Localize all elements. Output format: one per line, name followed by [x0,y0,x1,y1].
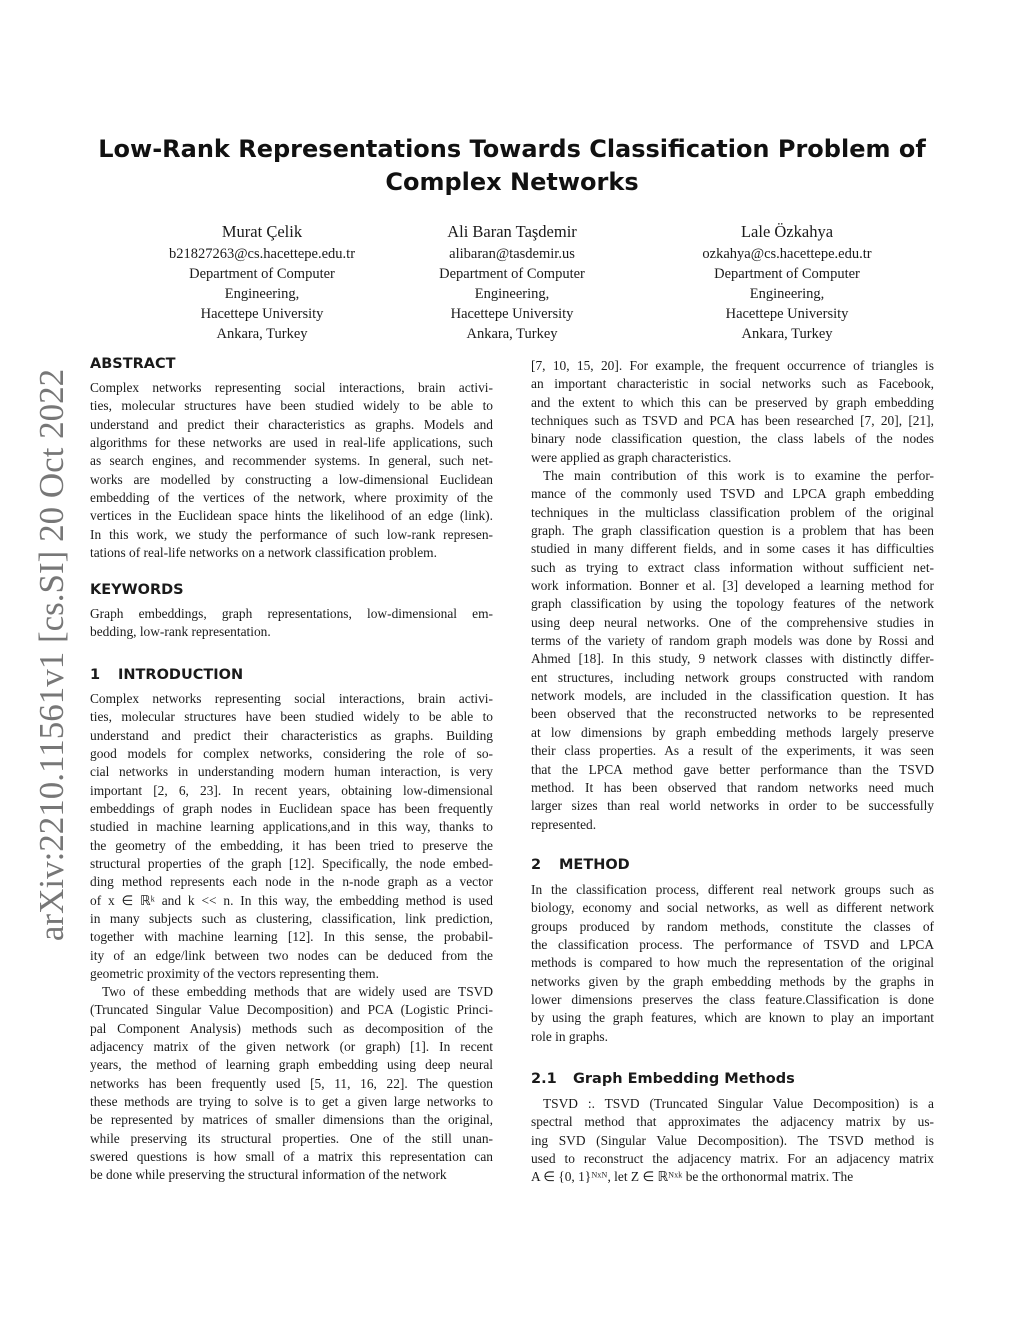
text-line: Graph embeddings, graph representations, low-dimensional em- [90,606,493,621]
section-title: METHOD [559,857,630,873]
text-line: at low dimensions by graph embedding methods largely preserve [531,724,934,740]
text-line: good models for complex networks, considering the role of so- [90,746,493,762]
text-line: in many subjects such as clustering, classification, link prediction, [90,911,493,927]
right-column [531,0,934,1325]
text-line: (Truncated Singular Value Decomposition) and PCA (Logistic Princi- [90,1002,493,1018]
text-line: been observed that the reconstructed networks to be represented [531,706,934,722]
author-dept2: Engineering, [749,286,825,302]
text-line: A ∈ {0, 1}ᴺˣᴺ, let Z ∈ ℝᴺˣᵏ be the orthonormal matrix. The [531,1169,854,1185]
text-line: binary node classification question, the class labels of the nodes [531,431,934,447]
text-line: pal Component Analysis) methods such as decomposition of the [90,1020,493,1036]
keywords-heading: KEYWORDS [90,582,184,598]
text-line: embeddings of graph nodes in Euclidean space has been frequently [90,801,493,817]
text-line: geometric proximity of the vectors representing them. [90,966,379,982]
author-loc: Ankara, Turkey [741,326,833,342]
author-dept1: Department of Computer [189,266,335,282]
text-line: larger sizes than real world networks in order to be successfully [531,798,934,814]
method-paragraph [531,881,934,1046]
text-line: role in graphs. [531,1028,608,1044]
author-name: Murat Çelik [221,222,303,241]
text-line: using deep neural networks. One of the comprehensive studies in [531,614,934,630]
author-dept2: Engineering, [224,286,300,302]
text-line: by using the graph features, which are known to play an important [531,1010,934,1026]
paper-title-line-2: Complex Networks [385,168,639,196]
section-number: 2.1 [531,1071,557,1087]
text-line: their class properties. As a result of the experiments, it was seen [531,743,934,759]
text-line: bedding, low-rank representation. [90,624,271,640]
text-line: [7, 10, 15, 20]. For example, the frequent occurrence of triangles is [531,358,934,373]
text-line: an important characteristic in social networks such as Facebook, [531,376,934,392]
text-line: ties, molecular structures have been studied widely to be able to [90,398,493,414]
abstract-heading: ABSTRACT [90,356,176,372]
left-column [90,0,493,1325]
text-line: while preserving its structural properties. One of the still unan- [90,1130,493,1146]
author-univ: Hacettepe University [200,306,324,322]
text-line: ing SVD (Singular Value Decomposition). The TSVD method is [531,1132,934,1148]
text-line: were applied as graph characteristics. [531,449,732,465]
text-line: ity of an edge/link between two nodes can be deduced from the [90,947,493,963]
text-line: of x ∈ ℝᵏ and k << n. In this way, the embedding method is used [90,892,493,908]
section-number: 1 [90,667,101,683]
text-line: Ahmed [18]. In this study, 9 network classes with distinctly differ- [531,651,934,667]
text-line: adjacency matrix of the given network (or graph) [1]. In recent [90,1039,493,1055]
author-email: ozkahya@cs.hacettepe.edu.tr [702,246,872,262]
text-line: ding method represents each node in the n-node graph as a vector [90,874,493,890]
abstract-text [90,379,493,562]
intro-paragraph-2 [90,983,493,1185]
method-heading [531,857,630,873]
text-line: TSVD :. TSVD (Truncated Singular Value Decomposition) is a [543,1096,934,1111]
text-line: structural properties of the graph [12]. Specifically, the node embed- [90,856,493,872]
section-number: 2 [531,857,542,873]
text-line: In the classification process, different real network groups such as [531,882,934,897]
intro-paragraph-1 [90,690,493,984]
text-line: network models, are included in the classification question. It has [531,688,934,704]
intro-paragraph-4 [531,467,934,834]
section-title: Graph Embedding Methods [573,1071,795,1087]
section-title: INTRODUCTION [118,667,244,683]
text-line: spectral method that approximates the adjacency matrix by us- [531,1114,934,1130]
text-line: networks has been frequently used [5, 11, 16, 22]. The question [90,1075,493,1091]
text-line: important [2, 6, 23]. In recent years, obtaining low-dimensional [90,782,493,798]
author-dept1: Department of Computer [439,266,585,282]
text-line: The main contribution of this work is to examine the perfor- [543,468,934,483]
text-line: ent structures, including network groups constructed with random [531,669,934,685]
text-line: lower dimensions preserves the class feature.Classification is done [531,992,934,1008]
author-loc: Ankara, Turkey [466,326,558,342]
text-line: be represented by matrices of smaller dimensions than the original, [90,1112,493,1128]
text-line: graph. The graph classification question is a problem that has been [531,523,934,539]
text-line: algorithms for these networks are used in real-life applications, such [90,435,493,451]
text-line: work information. Bonner et al. [3] developed a learning method for [531,578,934,594]
text-line: graph classification by using the topology features of the network [531,596,934,612]
text-line: studied in many different fields, and in some cases it has difficulties [531,541,934,557]
text-line: the geometry of the embedding, it has been tried to preserve the [90,837,493,853]
text-line: Complex networks representing social interactions, brain activi- [90,380,493,395]
author-loc: Ankara, Turkey [216,326,308,342]
author-dept1: Department of Computer [714,266,860,282]
text-line: works are modelled by constructing a low-dimensional Euclidean [90,471,493,487]
author-name: Lale Özkahya [740,222,834,241]
text-line: represented. [531,816,597,832]
text-line: be done while preserving the structural information of the network [90,1167,447,1183]
keywords-text [90,605,493,642]
text-line: studied in machine learning applications,and in this way, thanks to [90,819,493,835]
text-line: terms of the variety of random graph models was done by Rossi and [531,633,934,649]
text-line: as search engines, and recommender systems. In general, such net- [90,453,493,469]
text-line: method. It has been observed that random networks need much [531,779,934,795]
text-line: and the extent to which this can be preserved by graph embedding [531,394,934,410]
text-line: together with machine learning [12]. In this sense, the probabil- [90,929,493,945]
text-line: ties, molecular structures have been studied widely to be able to [90,709,493,725]
author-email: b21827263@cs.hacettepe.edu.tr [168,246,356,262]
text-line: understand and predict their characteristics as graphs. Models and [90,416,493,432]
arxiv-stamp: arXiv:2210.11561v1 [cs.SI] 20 Oct 2022 [32,368,71,942]
text-line: groups produced by random methods, constitute the classes of [531,918,934,934]
author-name: Ali Baran Taşdemir [447,222,577,241]
text-line: techniques such as TSVD and PCA has been researched [7, 20], [21], [531,413,934,429]
text-line: used to reconstruct the adjacency matrix. For an adjacency matrix [531,1151,934,1167]
text-line: networks given by the graph embedding methods by the graphs in [531,973,934,989]
text-line: Complex networks representing social interactions, brain activi- [90,691,493,706]
text-line: methods is compared to how much the representation of the original [531,955,934,971]
text-line: vertices in the Euclidean space hints the likelihood of an edge (link). [90,508,493,524]
introduction-heading [90,667,243,683]
author-univ: Hacettepe University [450,306,574,322]
text-line: swered questions is how small of a matrix this representation can [90,1149,493,1165]
text-line: tations of real-life networks on a network classification problem. [90,545,437,561]
author-univ: Hacettepe University [725,306,849,322]
text-line: understand and predict their characteristics as graphs. Building [90,727,493,743]
author-dept2: Engineering, [474,286,550,302]
text-line: In this work, we study the performance of such low-rank represen- [90,526,493,542]
text-line: techniques in the multiclass classification problem of the original [531,504,934,520]
subsection-heading [531,1071,795,1087]
text-line: cial networks in understanding modern human interaction, is very [90,764,493,780]
text-line: mance of the commonly used TSVD and LPCA graph embedding [531,486,934,502]
tsvd-paragraph [531,1095,934,1187]
text-line: embedding of the vertices of the network, where proximity of the [90,490,493,506]
author-email: alibaran@tasdemir.us [449,246,575,262]
text-line: the classification process. The performance of TSVD and LPCA [531,937,934,953]
text-line: that the LPCA method gave better performance than the TSVD [531,761,934,777]
text-line: years, the method of learning graph embedding using deep neural [90,1057,493,1073]
intro-paragraph-3 [531,357,934,467]
text-line: Two of these embedding methods that are widely used are TSVD [102,984,493,999]
paper-title-line-1: Low-Rank Representations Towards Classification Problem of [98,135,926,163]
text-line: these methods are trying to solve is to get a given large networks to [90,1094,493,1110]
text-line: biology, economy and social networks, as well as different network [531,900,934,916]
text-line: such as trying to extract class information without sufficient net- [531,559,934,575]
